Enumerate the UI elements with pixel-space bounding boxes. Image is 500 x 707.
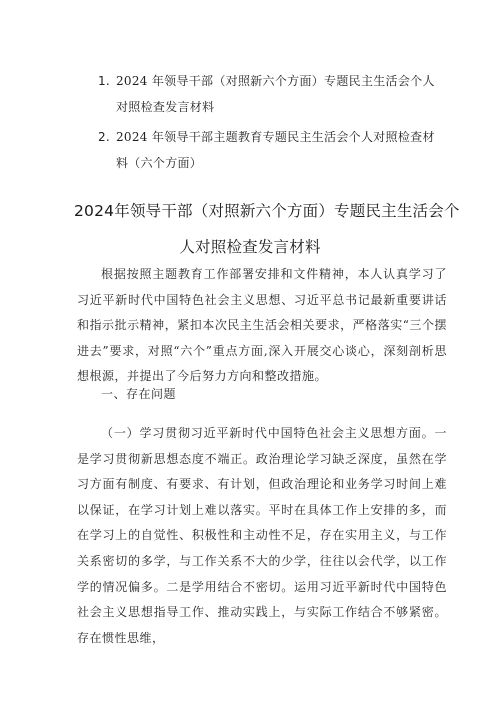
toc-item-text[interactable]: 2024 年领导干部主题教育专题民主生活会个人对照检查材料（六个方面） — [116, 130, 435, 170]
document-title-line-1: 2024年领导干部（对照新六个方面）专题民主生活会个 — [74, 202, 460, 220]
toc-item-number: 1. — [98, 74, 111, 88]
section-paragraph: （一）学习贯彻习近平新时代中国特色社会主义思想方面。一是学习贯彻新思想态度不端正。政治理论学习缺乏深度，虽然在学习方面有制度、有要求、有计划，但政治理论和业务学习时间上难以保证，在学习计划上难以落实。平时在具体工作上安排的多，而在学习上的自觉性、积极性和主动性不足，存在实用主义，与工作关系密切的多学，与工作关系不大的少学，往往以会代学，以工作学的情况偏多。二是学用结合不密切。运用习近平新时代中国特色社会主义思想指导工作、推动实践上，与实际工作结合不够紧密。存在惯性思维， — [77, 426, 447, 645]
intro-paragraph: 根据按照主题教育工作部署安排和文件精神，本人认真学习了习近平新时代中国特色社会主义思想、习近平总书记最新重要讲话和指示批示精神，紧扣本次民主生活会相关要求，严格落实“三个摆进去”要求，对照“六个”重点方面,深入开展交心谈心，深刻剖析思想根源，并提出了今后努力方向和整改措施。 — [77, 267, 447, 384]
toc-item-number: 2. — [98, 130, 111, 144]
toc-item[interactable] — [98, 68, 438, 120]
toc-item[interactable] — [98, 124, 438, 176]
table-of-contents — [98, 68, 438, 180]
section-heading: 一、存在问题 — [101, 387, 177, 401]
toc-item-text[interactable]: 2024 年领导干部（对照新六个方面）专题民主生活会个人对照检查发言材料 — [116, 74, 435, 114]
document-title-line-2: 人对照检查发言材料 — [179, 238, 321, 256]
